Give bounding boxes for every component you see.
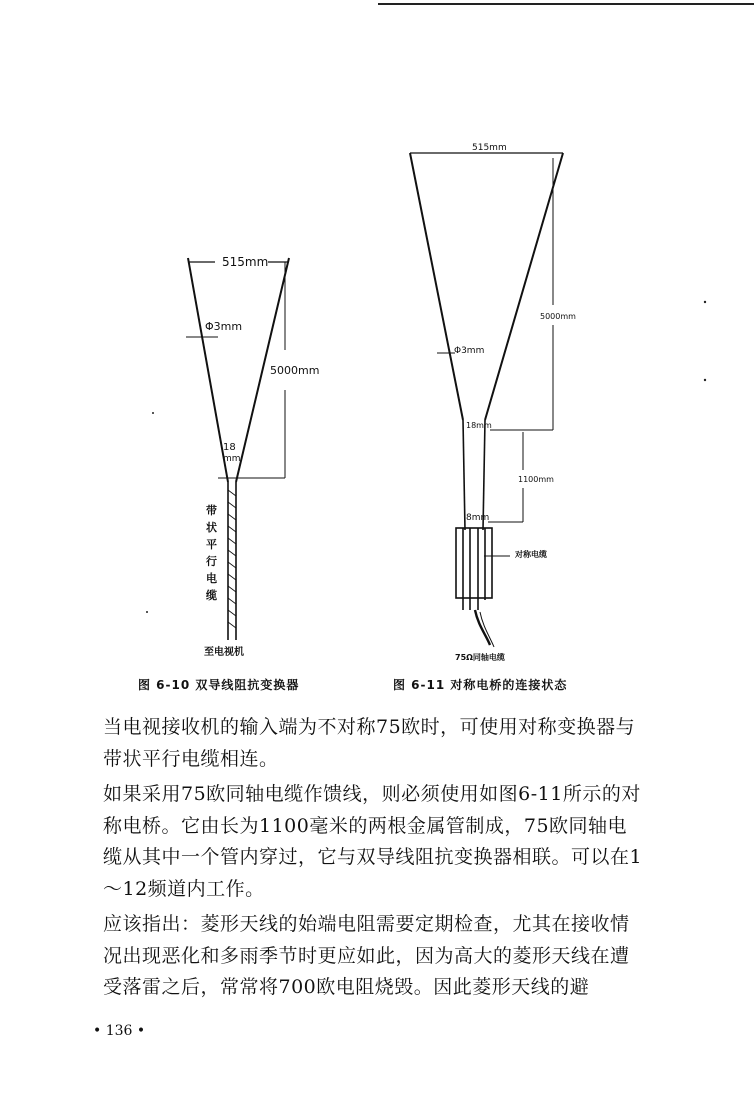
fig10-cable-label (206, 503, 217, 602)
fig10-cable-label-char: 状 (206, 521, 217, 534)
paragraph: 如果采用75欧同轴电缆作馈线，则必须使用如图6-11所示的对称电桥。它由长为1100毫米的两根金属管制成，75欧同轴电缆从其中一个管内穿过，它与双导线阻抗变换器相联。可以在1～12频道内工作。 (103, 783, 643, 900)
paragraph: 当电视接收机的输入端为不对称75欧时，可使用对称变换器与带状平行电缆相连。 (103, 716, 636, 770)
fig11-dim-width: 515mm (472, 143, 507, 153)
fig11-cable-label: 对称电缆 (515, 550, 547, 559)
fig10-cable-label-char: 平 (206, 538, 217, 551)
antenna-wire-left (188, 258, 228, 482)
fig10-cable-label-char: 行 (206, 555, 217, 568)
antenna-wire-right (485, 153, 563, 420)
fig11-dim-length: 5000mm (540, 312, 576, 321)
figure-6-10-caption: 图 6-10 双导线阻抗变换器 (138, 678, 300, 692)
fig10-cable-label-char: 带 (206, 504, 217, 517)
fig10-dim-width: 515mm (222, 255, 269, 269)
figure-6-11-caption: 图 6-11 对称电桥的连接状态 (393, 678, 568, 692)
fig11-dim-tube-length: 1100mm (518, 475, 554, 484)
figure-6-10-drawing (186, 258, 289, 640)
fig10-dim-length: 5000mm (270, 364, 320, 377)
figure-6-11-drawing (410, 153, 563, 647)
fig10-dim-diameter: Φ3mm (205, 320, 243, 333)
paragraph: 应该指出：菱形天线的始端电阻需要定期检查，尤其在接收情况出现恶化和多雨季节时更应如此，因为高大的菱形天线在遭受落雷之后，常常将700欧电阻烧毁。因此菱形天线的避 (103, 913, 630, 998)
fig10-cable-label-char: 缆 (206, 589, 217, 602)
body-text (103, 712, 643, 1004)
bridge-housing (456, 528, 492, 598)
fig10-dim-gap-1: 18 (223, 442, 236, 453)
tube-left (463, 420, 465, 530)
fig11-dim-tube-gap: 8mm (466, 513, 490, 523)
fig10-dim-gap-2: mm (223, 454, 241, 464)
coax-cable (475, 610, 490, 645)
antenna-wire-left (410, 153, 463, 420)
fig11-dim-gap: 18mm (466, 421, 492, 430)
page-number: • 136 • (93, 1023, 146, 1039)
fig10-bottom-label: 至电视机 (204, 647, 244, 658)
ribbon-cable-hatching (228, 490, 236, 628)
fig11-bottom-label: 75Ω同轴电缆 (455, 653, 505, 662)
fig10-cable-label-char: 电 (206, 572, 217, 585)
fig11-dim-diameter: Φ3mm (454, 346, 485, 356)
